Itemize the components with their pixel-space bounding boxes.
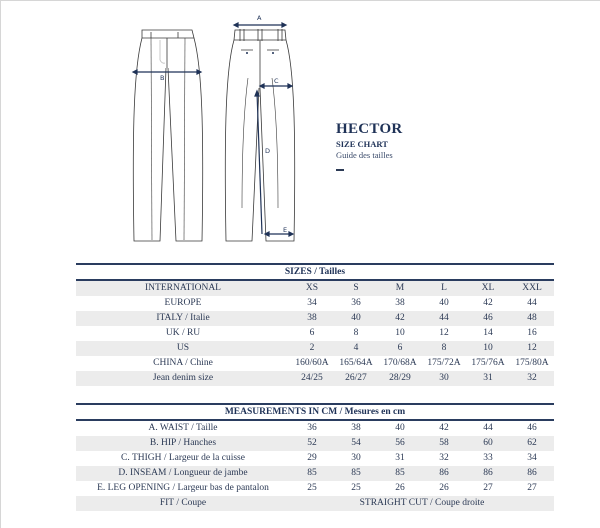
- label-a: A: [257, 14, 262, 22]
- cell: 32: [527, 373, 537, 383]
- table-row: [76, 281, 554, 296]
- page-title: SIZE CHART: [336, 139, 388, 149]
- row-label: US: [176, 343, 190, 353]
- cell: 27: [527, 483, 537, 493]
- cell: 42: [483, 298, 493, 308]
- table-row: [76, 296, 554, 311]
- cell: 40: [395, 423, 405, 433]
- title-divider: [336, 169, 344, 171]
- frame-border-top: [0, 0, 600, 1]
- table-row: [76, 481, 554, 496]
- cell: 31: [395, 453, 405, 463]
- cell: 36: [351, 298, 361, 308]
- page-subtitle: Guide des tailles: [336, 150, 393, 160]
- cell: 175/80A: [515, 358, 549, 368]
- row-label: A. WAIST / Taille: [148, 423, 218, 433]
- table-row: [76, 341, 554, 356]
- cell: 26: [439, 483, 449, 493]
- cell: 38: [307, 313, 317, 323]
- cell: 16: [527, 328, 537, 338]
- measurements-table-title: MEASUREMENTS IN CM / Mesures en cm: [224, 407, 406, 417]
- cell: 42: [395, 313, 405, 323]
- frame-border-left: [0, 0, 1, 528]
- brand-name: HECTOR: [336, 121, 403, 137]
- cell: 44: [527, 298, 537, 308]
- row-label: EUROPE: [164, 298, 202, 308]
- cell: 6: [309, 328, 315, 338]
- cell: 12: [527, 343, 537, 353]
- cell: 165/64A: [339, 358, 373, 368]
- cell: 85: [395, 468, 405, 478]
- cell: 34: [527, 453, 537, 463]
- cell: 62: [527, 438, 537, 448]
- table-row-fit: [76, 496, 554, 511]
- label-e: E: [283, 226, 288, 234]
- table-row: [76, 356, 554, 371]
- label-d: D: [265, 147, 271, 155]
- row-label: INTERNATIONAL: [145, 283, 221, 293]
- cell: 46: [527, 423, 537, 433]
- cell: 170/68A: [383, 358, 417, 368]
- cell: M: [395, 283, 405, 293]
- cell: 28/29: [389, 373, 411, 383]
- cell: 46: [483, 313, 493, 323]
- cell: 27: [483, 483, 493, 493]
- cell: 54: [351, 438, 361, 448]
- cell: 26/27: [345, 373, 367, 383]
- cell: 44: [483, 423, 493, 433]
- cell: 34: [307, 298, 317, 308]
- cell: 14: [483, 328, 493, 338]
- row-label: E. LEG OPENING / Largeur bas de pantalon: [97, 483, 269, 493]
- cell: 85: [307, 468, 317, 478]
- cell: 86: [439, 468, 449, 478]
- cell: 56: [395, 438, 405, 448]
- cell: 25: [351, 483, 361, 493]
- measurements-table: [76, 403, 554, 511]
- cell: 58: [439, 438, 449, 448]
- cell: 175/72A: [427, 358, 461, 368]
- cell: XL: [481, 283, 495, 293]
- trousers-illustration: [120, 8, 320, 243]
- cell: 4: [353, 343, 359, 353]
- cell: XXL: [522, 283, 542, 293]
- label-c: C: [274, 77, 279, 85]
- cell: 40: [351, 313, 361, 323]
- cell: 29: [307, 453, 317, 463]
- cell: XS: [305, 283, 319, 293]
- table-row: [76, 466, 554, 481]
- cell: 24/25: [301, 373, 323, 383]
- title-block: [336, 120, 403, 171]
- cell: L: [441, 283, 447, 293]
- table-row: [76, 311, 554, 326]
- cell: 30: [439, 373, 449, 383]
- measurements-table-body: [76, 421, 554, 511]
- cell: 40: [439, 298, 449, 308]
- cell: 44: [439, 313, 449, 323]
- cell: 160/60A: [295, 358, 329, 368]
- cell: 6: [397, 343, 403, 353]
- cell: 85: [351, 468, 361, 478]
- cell: 175/76A: [471, 358, 505, 368]
- cell: 38: [351, 423, 361, 433]
- cell: 33: [483, 453, 493, 463]
- sizes-table: [76, 263, 554, 386]
- cell: 8: [441, 343, 447, 353]
- cell: 38: [395, 298, 405, 308]
- cell: 8: [353, 328, 359, 338]
- cell: 2: [309, 343, 315, 353]
- cell: 52: [307, 438, 317, 448]
- cell: 26: [395, 483, 405, 493]
- table-row: [76, 451, 554, 466]
- row-label: D. INSEAM / Longueur de jambe: [118, 468, 248, 478]
- sizes-table-title: SIZES / Tailles: [284, 267, 346, 277]
- cell: 32: [439, 453, 449, 463]
- cell: 31: [483, 373, 493, 383]
- cell: 36: [307, 423, 317, 433]
- table-row: [76, 326, 554, 341]
- sizes-table-body: [76, 281, 554, 386]
- cell: 42: [439, 423, 449, 433]
- row-label: CHINA / Chine: [153, 358, 213, 368]
- row-label: UK / RU: [165, 328, 201, 338]
- label-b: B: [160, 74, 165, 82]
- cell: 10: [483, 343, 493, 353]
- cell: 10: [395, 328, 405, 338]
- cell: 12: [439, 328, 449, 338]
- cell: 48: [527, 313, 537, 323]
- cell: 60: [483, 438, 493, 448]
- table-row: [76, 421, 554, 436]
- cell: 25: [307, 483, 317, 493]
- fit-value: STRAIGHT CUT / Coupe droite: [359, 498, 485, 508]
- row-label: C. THIGH / Largeur de la cuisse: [121, 453, 245, 463]
- row-label: Jean denim size: [152, 373, 214, 383]
- table-row: [76, 371, 554, 386]
- cell: S: [353, 283, 359, 293]
- cell: 86: [483, 468, 493, 478]
- table-row: [76, 436, 554, 451]
- cell: 86: [527, 468, 537, 478]
- row-label: B. HIP / Hanches: [149, 438, 217, 448]
- row-label: FIT / Coupe: [159, 498, 207, 508]
- cell: 30: [351, 453, 361, 463]
- row-label: ITALY / Italie: [156, 313, 210, 323]
